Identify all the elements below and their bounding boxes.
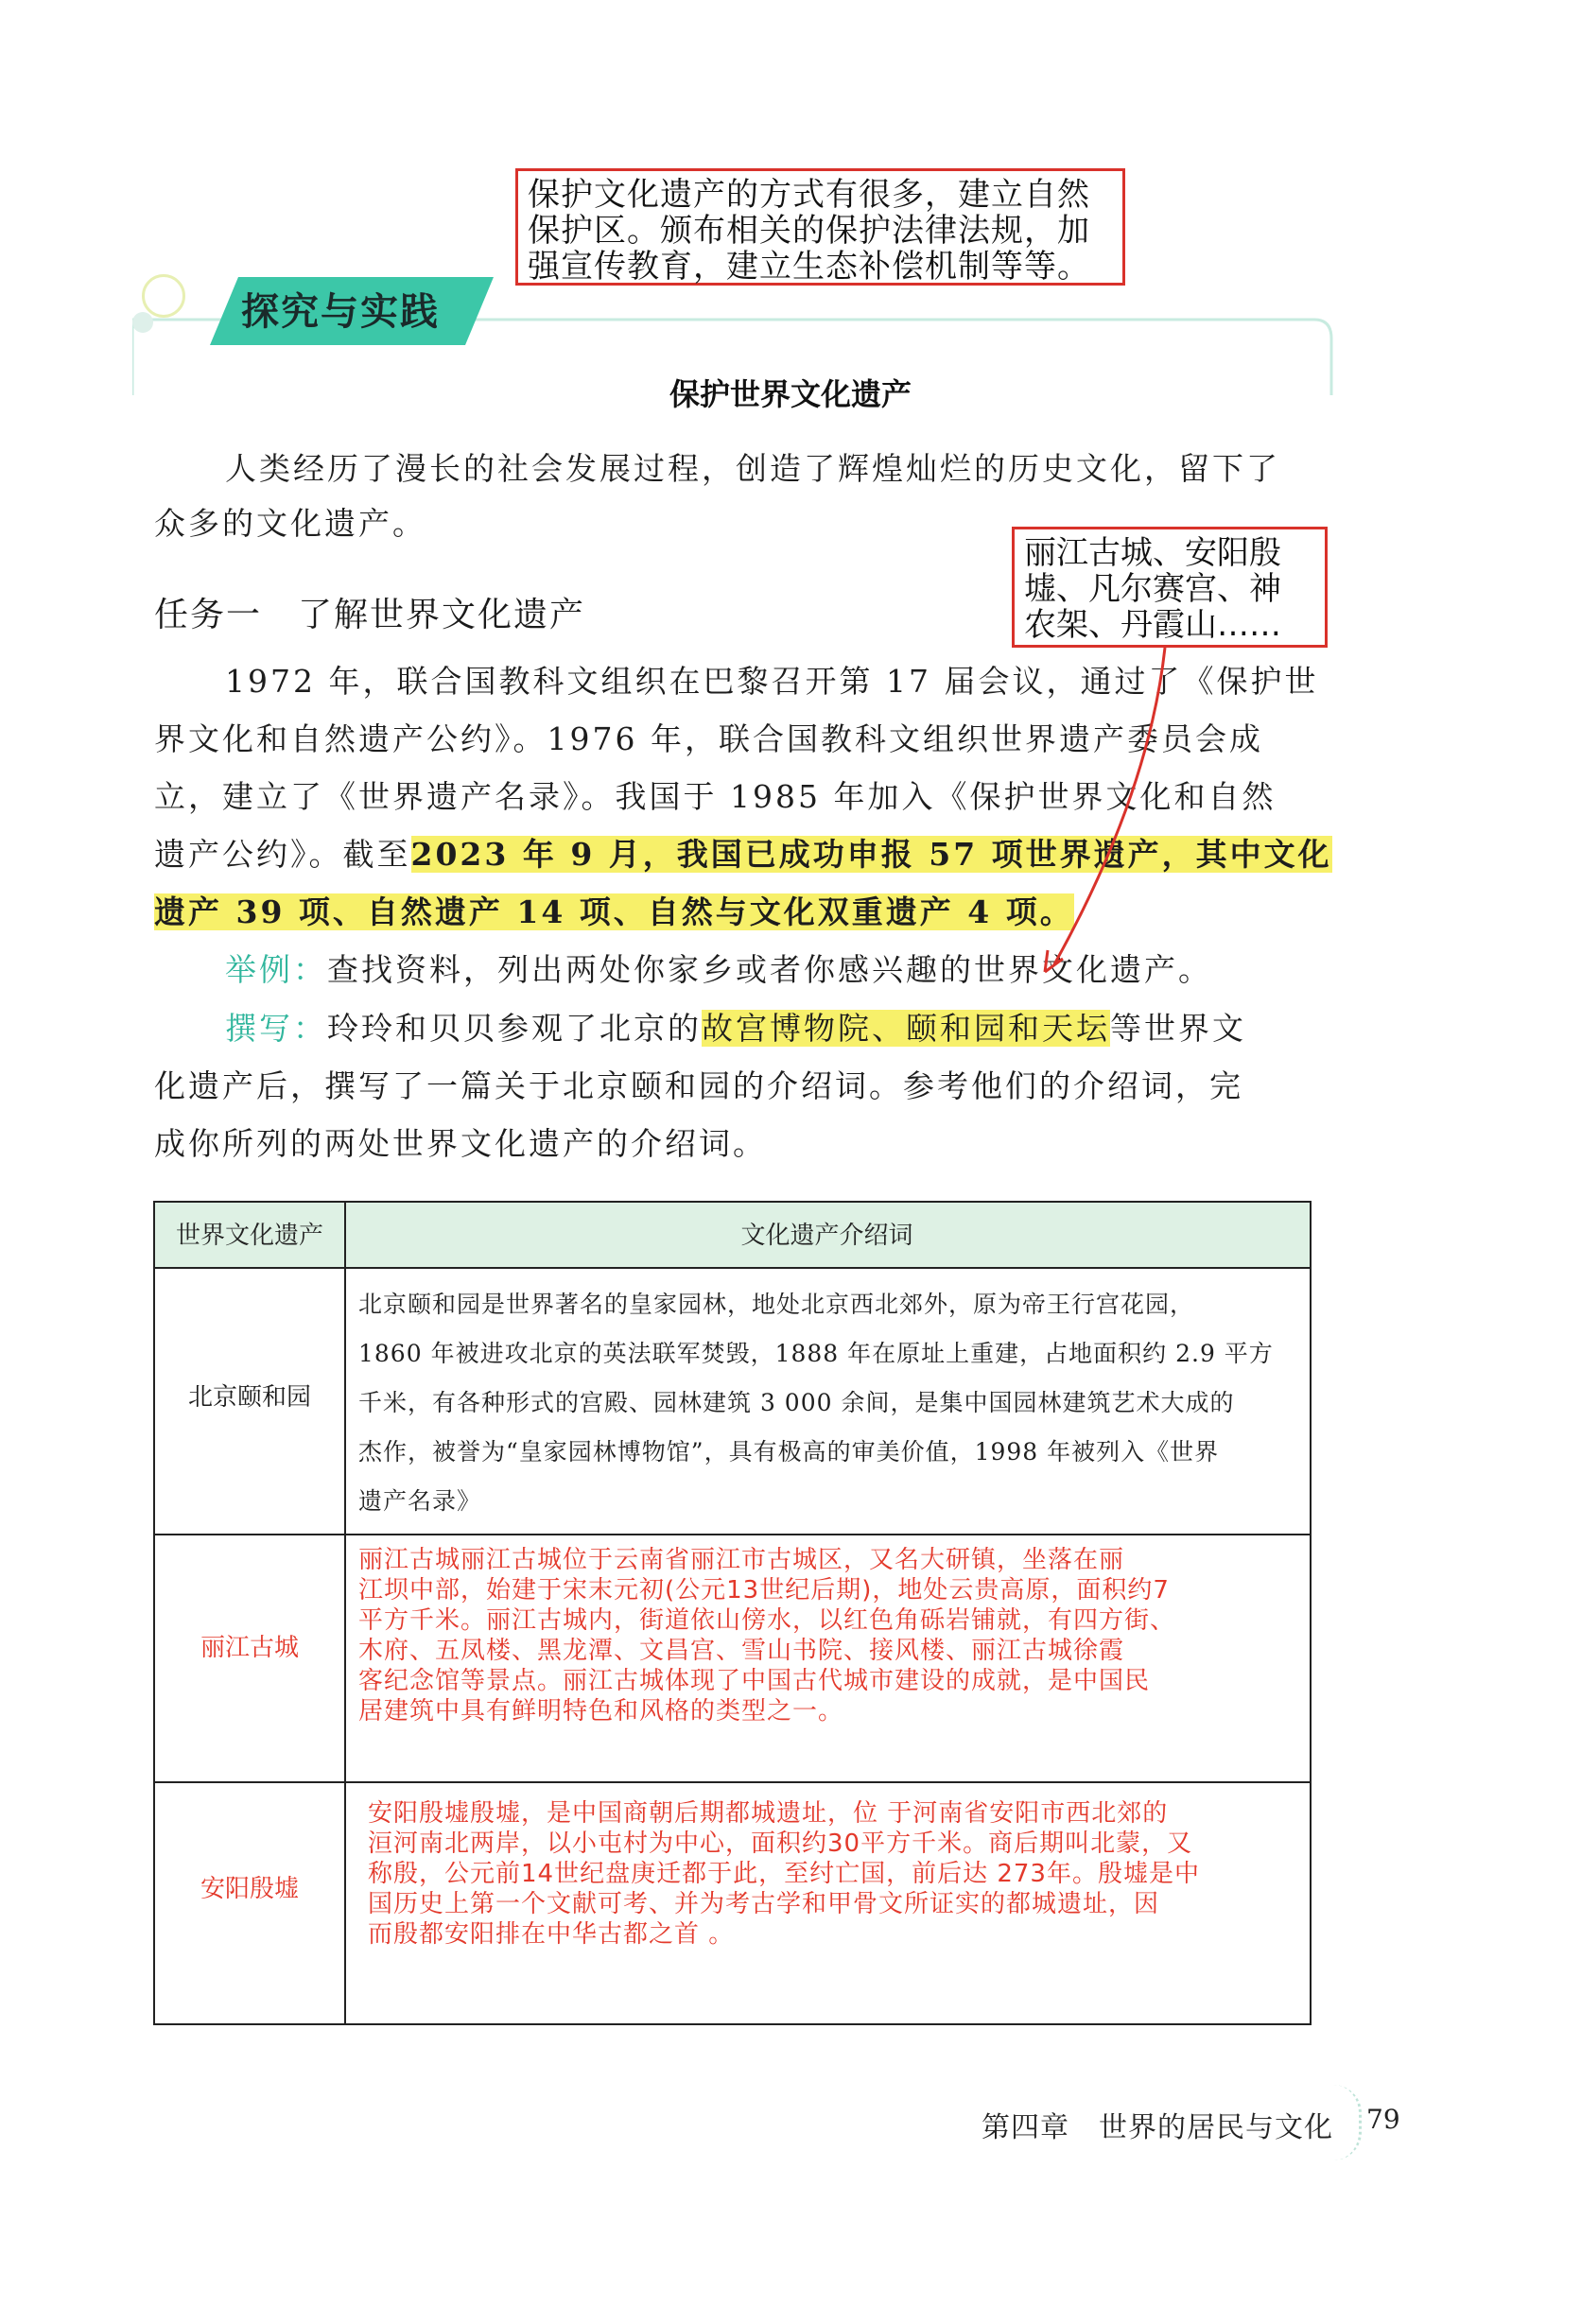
table-cell-line: 丽江古城丽江古城位于云南省丽江市古城区，又名大研镇，坐落在丽	[358, 1546, 1125, 1574]
table-cell-line: 洹河南北两岸，以小屯村为中心，面积约30平方千米。商后期叫北蒙，又	[368, 1830, 1193, 1858]
table-row-divider	[155, 1534, 1310, 1535]
write-line: 化遗产后，撰写了一篇关于北京颐和园的介绍词。参考他们的介绍词，完	[154, 1067, 1243, 1104]
annotation-note-top	[515, 168, 1125, 286]
write-label: 撰写：	[225, 1010, 327, 1047]
annotation-line: 丽江古城、安阳殷	[1024, 534, 1281, 572]
table-cell-line: 客纪念馆等景点。丽江古城体现了中国古代城市建设的成就，是中国民	[358, 1667, 1151, 1695]
table-cell-name: 丽江古城	[200, 1634, 299, 1662]
task-paragraph-line	[154, 830, 1332, 875]
annotation-line: 强宣传教育，建立生态补偿机制等等。	[528, 248, 1090, 286]
page-number-decoration	[1333, 2085, 1362, 2160]
table-cell-body	[368, 1798, 1313, 1950]
table-cell-line: 遗产名录》	[358, 1487, 482, 1515]
annotation-note-side	[1012, 527, 1328, 648]
table-cell-line: 木府、五凤楼、黑龙潭、文昌宫、雪山书院、接风楼、丽江古城徐霞	[358, 1637, 1125, 1665]
table-cell-line: 称殷，公元前14世纪盘庚迁都于此，至纣亡国，前后达 273年。殷墟是中	[368, 1860, 1200, 1888]
example-line	[225, 945, 1212, 990]
task-paragraph-line: 界文化和自然遗产公约》。1976 年，联合国教科文组织世界遗产委员会成	[154, 720, 1263, 757]
table-cell-line: 国历史上第一个文献可考、并为考古学和甲骨文所证实的都城遗址，因	[368, 1890, 1160, 1918]
table-header-cell: 世界文化遗产	[175, 1222, 323, 1250]
table-row-divider	[155, 1781, 1310, 1783]
table-cell-line: 杰作，被誉为“皇家园林博物馆”，具有极高的审美价值，1998 年被列入《世界	[358, 1438, 1220, 1466]
task-heading: 任务一 了解世界文化遗产	[154, 596, 586, 634]
table-column-divider	[344, 1203, 346, 2023]
decorative-ring-icon	[142, 274, 185, 318]
highlighted-text: 故宫博物院、颐和园和天坛	[702, 1010, 1110, 1047]
table-cell-body	[358, 1280, 1304, 1526]
annotation-line: 墟、凡尔赛宫、神	[1024, 570, 1281, 608]
text-segment: 遗产公约》。截至	[154, 836, 411, 873]
chapter-footer: 第四章 世界的居民与文化	[982, 2111, 1333, 2144]
table-cell-body	[358, 1545, 1304, 1726]
table-cell-line: 北京颐和园是世界著名的皇家园林，地处北京西北郊外，原为帝王行宫花园，	[358, 1291, 1195, 1318]
heritage-table	[153, 1201, 1312, 2025]
annotation-line: 保护文化遗产的方式有很多，建立自然	[528, 176, 1090, 214]
table-cell-name: 北京颐和园	[187, 1383, 311, 1412]
section-title: 保护世界文化遗产	[669, 376, 912, 412]
example-text: 查找资料，列出两处你家乡或者你感兴趣的世界文化遗产。	[327, 951, 1212, 988]
write-line: 成你所列的两处世界文化遗产的介绍词。	[154, 1125, 767, 1162]
table-cell-line: 安阳殷墟殷墟，是中国商朝后期都城遗址，位 于河南省安阳市西北郊的	[368, 1799, 1169, 1828]
example-label: 举例：	[225, 951, 327, 988]
decorative-dot-icon	[132, 312, 153, 333]
text-segment: 等世界文	[1110, 1010, 1246, 1047]
task-paragraph-line: 立，建立了《世界遗产名录》。我国于 1985 年加入《保护世界文化和自然	[154, 778, 1277, 815]
page-number: 79	[1366, 2104, 1400, 2135]
section-tag: 探究与实践	[241, 290, 440, 334]
task-paragraph-line	[154, 888, 1074, 932]
table-cell-line: 而殷都安阳排在中华古都之首 。	[368, 1920, 735, 1949]
table-cell-line: 江坝中部，始建于宋末元初(公元13世纪后期)，地处云贵高原，面积约7	[358, 1576, 1170, 1604]
table-header-cell: 文化遗产介绍词	[740, 1222, 913, 1250]
table-cell-line: 居建筑中具有鲜明特色和风格的类型之一。	[358, 1697, 844, 1726]
task-paragraph-line: 1972 年，联合国教科文组织在巴黎召开第 17 届会议，通过了《保护世	[225, 663, 1319, 700]
intro-line: 人类经历了漫长的社会发展过程，创造了辉煌灿烂的历史文化，留下了	[225, 450, 1280, 487]
table-cell-name: 安阳殷墟	[200, 1875, 299, 1903]
write-line	[225, 1004, 1246, 1049]
table-cell-line: 千米，有各种形式的宫殿、园林建筑 3 000 余间，是集中国园林建筑艺术大成的	[358, 1389, 1235, 1416]
annotation-line: 农架、丹霞山……	[1024, 606, 1281, 644]
intro-line: 众多的文化遗产。	[154, 505, 426, 542]
table-cell-line: 1860 年被进攻北京的英法联军焚毁，1888 年在原址上重建，占地面积约 2.9 平方	[358, 1340, 1274, 1367]
text-segment: 玲玲和贝贝参观了北京的	[327, 1010, 702, 1047]
annotation-line: 保护区。颁布相关的保护法律法规，加	[528, 212, 1090, 250]
highlighted-text: 遗产 39 项、自然遗产 14 项、自然与文化双重遗产 4 项。	[154, 893, 1074, 930]
highlighted-text: 2023 年 9 月，我国已成功申报 57 项世界遗产，其中文化	[410, 836, 1332, 873]
table-cell-line: 平方千米。丽江古城内，街道依山傍水，以红色角砾岩铺就，有四方街、	[358, 1606, 1176, 1635]
